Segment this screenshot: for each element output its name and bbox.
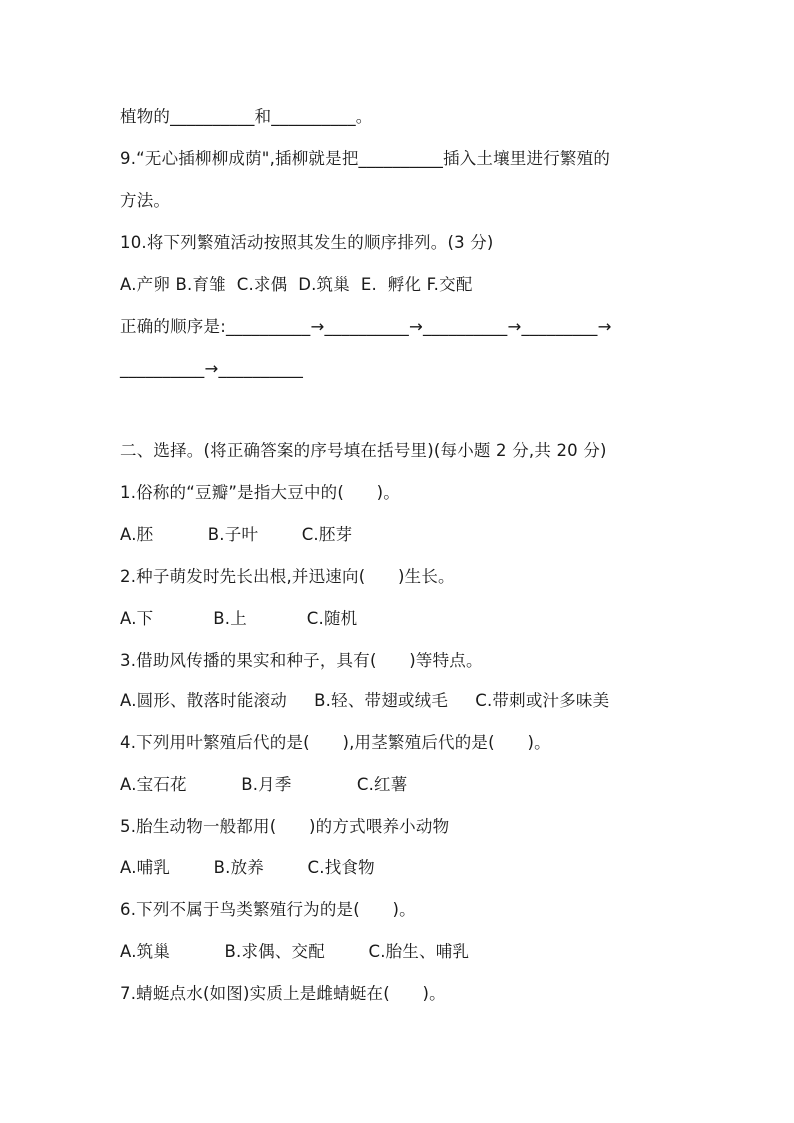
c7-question: 7.蜻蜓点水(如图)实质上是雌蜻蜓在( )。 [120,984,446,1003]
q9-continuation-text: 方法。 [120,191,171,210]
c6-question: 6.下列不属于鸟类繁殖行为的是( )。 [120,900,416,919]
c1-question: 1.俗称的“豆瓣”是指大豆中的( )。 [120,483,400,502]
c5-question: 5.胎生动物一般都用( )的方式喂养小动物 [120,817,450,836]
c3-question: 3.借助风传播的果实和种子，具有( )等特点。 [120,651,483,670]
c5-options: A.哺乳 B.放养 C.找食物 [120,858,375,877]
q10-answer-line: 正确的顺序是:__________→__________→__________→_________→ [120,317,612,336]
c2-question: 2.种子萌发时先长出根,并迅速向( )生长。 [120,567,455,586]
c2-options: A.下 B.上 C.随机 [120,609,358,628]
q10-options: A.产卵 B.育雏 C.求偶 D.筑巢 E. 孵化 F.交配 [120,275,473,294]
q10-text: 10.将下列繁殖活动按照其发生的顺序排列。(3 分) [120,233,494,252]
section-2-heading: 二、选择。(将正确答案的序号填在括号里)(每小题 2 分,共 20 分) [120,441,607,460]
c3-options: A.圆形、散落时能滚动 B.轻、带翅或绒毛 C.带刺或汁多味美 [120,691,610,710]
q10-answer-line-continued: __________→__________ [120,359,304,378]
c6-options: A.筑巢 B.求偶、交配 C.胎生、哺乳 [120,942,470,961]
c4-options: A.宝石花 B.月季 C.红薯 [120,775,408,794]
c4-question: 4.下列用叶繁殖后代的是( ),用茎繁殖后代的是( )。 [120,733,551,752]
c1-options: A.胚 B.子叶 C.胚芽 [120,525,353,544]
q8-continuation-text: 植物的__________和__________。 [120,107,373,126]
q9-text: 9.“无心插柳柳成荫",插柳就是把__________插入土壤里进行繁殖的 [120,149,611,168]
